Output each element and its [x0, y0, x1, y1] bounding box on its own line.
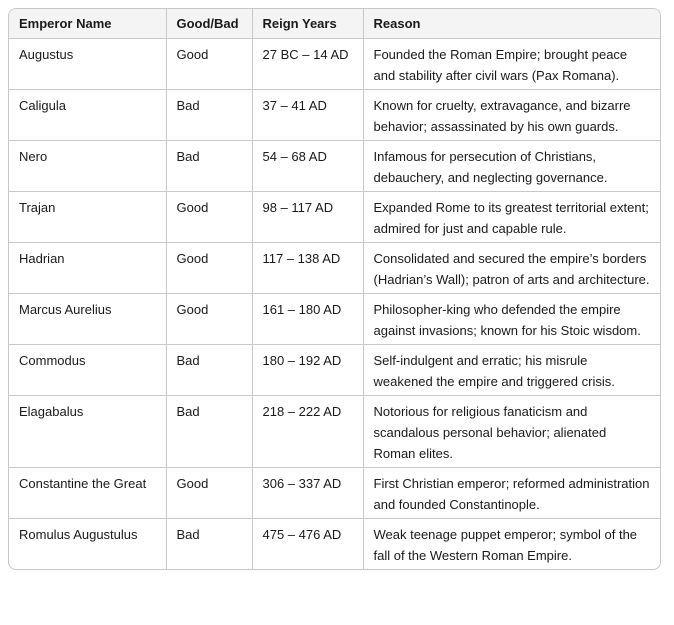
table-row	[9, 395, 660, 467]
header-good-bad: Good/Bad	[166, 9, 252, 38]
cell-reign-years: 27 BC – 14 AD	[252, 38, 363, 89]
table-header-row	[9, 9, 660, 38]
cell-emperor-name: Romulus Augustulus	[9, 518, 166, 569]
cell-reason: Self-indulgent and erratic; his misrule weakened the empire and triggered crisis.	[363, 344, 660, 395]
cell-emperor-name: Trajan	[9, 191, 166, 242]
table-row	[9, 518, 660, 569]
cell-reason: Philosopher-king who defended the empire against invasions; known for his Stoic wisdom.	[363, 293, 660, 344]
cell-verdict: Good	[166, 38, 252, 89]
cell-reign-years: 37 – 41 AD	[252, 89, 363, 140]
table-row	[9, 293, 660, 344]
cell-verdict: Bad	[166, 344, 252, 395]
cell-reason: Notorious for religious fanaticism and scandalous personal behavior; alienated Roman elites.	[363, 395, 660, 467]
cell-reason: Expanded Rome to its greatest territorial extent; admired for just and capable rule.	[363, 191, 660, 242]
cell-emperor-name: Elagabalus	[9, 395, 166, 467]
cell-reign-years: 54 – 68 AD	[252, 140, 363, 191]
table-row	[9, 344, 660, 395]
cell-verdict: Bad	[166, 140, 252, 191]
cell-verdict: Bad	[166, 518, 252, 569]
cell-verdict: Bad	[166, 395, 252, 467]
cell-reason: First Christian emperor; reformed administration and founded Constantinople.	[363, 467, 660, 518]
header-emperor-name: Emperor Name	[9, 9, 166, 38]
cell-reason: Founded the Roman Empire; brought peace and stability after civil wars (Pax Romana).	[363, 38, 660, 89]
table-row	[9, 242, 660, 293]
cell-reign-years: 475 – 476 AD	[252, 518, 363, 569]
cell-verdict: Good	[166, 242, 252, 293]
cell-reason: Weak teenage puppet emperor; symbol of the fall of the Western Roman Empire.	[373, 526, 638, 563]
cell-verdict: Bad	[166, 89, 252, 140]
cell-reign-years: 98 – 117 AD	[252, 191, 363, 242]
cell-emperor-name: Caligula	[9, 89, 166, 140]
cell-verdict: Good	[166, 467, 252, 518]
cell-reign-years: 218 – 222 AD	[252, 395, 363, 467]
table-row	[9, 191, 660, 242]
table-row	[9, 140, 660, 191]
cell-emperor-name: Commodus	[9, 344, 166, 395]
table-row	[9, 38, 660, 89]
cell-reason: Infamous for persecution of Christians, debauchery, and neglecting governance.	[363, 140, 660, 191]
cell-verdict: Good	[166, 293, 252, 344]
table-row	[9, 467, 660, 518]
cell-reign-years: 117 – 138 AD	[252, 242, 363, 293]
emperors-table	[9, 9, 660, 569]
cell-reason: Known for cruelty, extravagance, and bizarre behavior; assassinated by his own guards.	[363, 89, 660, 140]
cell-reign-years: 161 – 180 AD	[252, 293, 363, 344]
cell-reign-years: 306 – 337 AD	[252, 467, 363, 518]
cell-emperor-name: Marcus Aurelius	[9, 293, 166, 344]
table-row	[9, 89, 660, 140]
emperors-table-container	[8, 8, 661, 570]
header-reign-years: Reign Years	[252, 9, 363, 38]
cell-emperor-name: Nero	[9, 140, 166, 191]
cell-reign-years: 180 – 192 AD	[252, 344, 363, 395]
cell-emperor-name: Constantine the Great	[9, 467, 166, 518]
cell-verdict: Good	[166, 191, 252, 242]
cell-emperor-name: Hadrian	[9, 242, 166, 293]
cell-emperor-name: Augustus	[9, 38, 166, 89]
header-reason: Reason	[363, 9, 660, 38]
cell-reason: Consolidated and secured the empire’s borders (Hadrian’s Wall); patron of arts and architecture.	[363, 242, 660, 293]
